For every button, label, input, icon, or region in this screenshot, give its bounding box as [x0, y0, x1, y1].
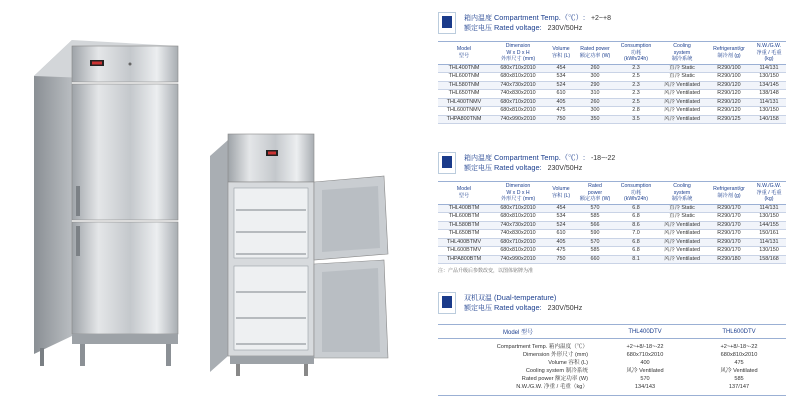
table-cell: 475: [546, 247, 576, 256]
section-title: [464, 153, 615, 173]
table-cell: THL400TNM: [438, 64, 490, 73]
table-cell: 534: [546, 73, 576, 82]
table-cell: 风冷 Ventilated: [658, 107, 706, 116]
table-cell: 740x830x2010: [490, 90, 546, 99]
header-thl600dtv: THL600DTV: [692, 325, 786, 339]
table-cell: 585: [576, 213, 614, 222]
table-row: [438, 64, 786, 73]
table-cell: 114/131: [752, 204, 786, 213]
table-cell: 405: [546, 238, 576, 247]
column-header: N.W./G.W. 净重 / 毛重 (kg): [752, 182, 786, 205]
table-cell: 300: [576, 107, 614, 116]
table-cell: 风冷 Ventilated: [658, 81, 706, 90]
table-cell: 570: [640, 376, 650, 382]
table-row: [438, 230, 786, 239]
table-cell: Rated power 额定功率 (W): [521, 376, 588, 382]
spec-section-chiller: [438, 8, 786, 124]
col-values-thl400dtv: [598, 339, 692, 396]
table-row: [438, 238, 786, 247]
table-cell: 风冷 Ventilated: [658, 230, 706, 239]
table-cell: 585: [734, 376, 744, 382]
table-cell: 570: [576, 204, 614, 213]
table-cell: 直冷 Static: [658, 64, 706, 73]
voltage-label-en: Rated voltage:: [493, 303, 542, 312]
table-cell: 680x810x2010: [720, 352, 758, 358]
section-header: [438, 288, 786, 318]
fridge-icon: [438, 152, 456, 174]
temp-value: -18~-22: [590, 155, 616, 162]
table-cell: 风冷 Ventilated: [658, 90, 706, 99]
voltage-label-cn: 额定电压: [464, 25, 492, 32]
table-cell: 585: [576, 247, 614, 256]
table-cell: 2.8: [614, 107, 658, 116]
table-cell: 3.5: [614, 115, 658, 124]
section-title: [464, 13, 611, 33]
table-cell: 114/131: [752, 238, 786, 247]
table-row: [438, 255, 786, 264]
section-header: [438, 148, 786, 178]
table-cell: R290/120: [706, 98, 752, 107]
table-cell: R290/125: [706, 115, 752, 124]
table-cell: 566: [576, 221, 614, 230]
column-header: Model 型号: [438, 182, 490, 205]
table-cell: 直冷 Static: [658, 213, 706, 222]
table-cell: R290/170: [706, 213, 752, 222]
table-cell: Cooling system 制冷系统: [525, 368, 588, 374]
table-cell: 风冷 Ventilated: [658, 115, 706, 124]
table-cell: 114/131: [752, 64, 786, 73]
table-cell: 138/148: [752, 90, 786, 99]
table-cell: 300: [576, 73, 614, 82]
table-cell: Volume 容积 (L): [548, 360, 588, 366]
table-cell: 130/150: [752, 247, 786, 256]
table-cell: Compartment Temp. 箱内温度（℃）: [496, 344, 588, 350]
table-row: [438, 204, 786, 213]
column-header: Rated power 额定功率 (W): [576, 42, 614, 65]
table-cell: THL400BTMV: [438, 238, 490, 247]
table-cell: 740x730x2010: [490, 221, 546, 230]
voltage-label-cn: 额定电压: [464, 305, 492, 312]
table-cell: R290/170: [706, 221, 752, 230]
table-row: [438, 213, 786, 222]
table-row: [438, 107, 786, 116]
table-cell: 风冷 Ventilated: [658, 238, 706, 247]
table-cell: 6.8: [614, 213, 658, 222]
voltage-label-en: Rated voltage:: [493, 23, 542, 32]
table-row: [438, 73, 786, 82]
table-cell: 直冷 Static: [658, 73, 706, 82]
table-row: [438, 221, 786, 230]
table-cell: Dimension 外形尺寸 (mm): [523, 352, 588, 358]
closed-fridge-image: [30, 36, 180, 368]
voltage-value: 230V/50Hz: [547, 305, 583, 312]
table-header-row: [438, 182, 786, 205]
table-cell: 680x810x2010: [490, 73, 546, 82]
table-cell: THL400BTM: [438, 204, 490, 213]
header-model: Model 型号: [438, 325, 598, 339]
temp-label-cn: 箱内温度: [464, 15, 492, 22]
header-thl400dtv: THL400DTV: [598, 325, 692, 339]
table-cell: 134/145: [752, 81, 786, 90]
table-cell: 405: [546, 98, 576, 107]
table-row: [438, 98, 786, 107]
table-cell: THL650BTM: [438, 230, 490, 239]
table-cell: +2~+8/-18~-22: [720, 344, 758, 350]
table-cell: 610: [546, 90, 576, 99]
table-cell: 660: [576, 255, 614, 264]
table-cell: 680x710x2010: [490, 98, 546, 107]
table-cell: 475: [734, 360, 744, 366]
table-cell: 680x810x2010: [490, 213, 546, 222]
table-cell: N.W./G.W. 净重 / 毛重（kg）: [516, 384, 588, 390]
table-cell: 680x710x2010: [490, 204, 546, 213]
column-header: Consumption 功耗 (kWh/24h): [614, 182, 658, 205]
fridge-icon: [438, 292, 456, 314]
column-header: Dimension W x D x H 外形尺寸 (mm): [490, 42, 546, 65]
voltage-label-en: Rated voltage:: [493, 163, 542, 172]
column-header: Dimension W x D x H 外形尺寸 (mm): [490, 182, 546, 205]
table-cell: THL600TNMV: [438, 107, 490, 116]
table-header-row: [438, 42, 786, 65]
table-row: [438, 247, 786, 256]
column-header: Refrigerant/gr 制冷剂 (g): [706, 182, 752, 205]
table-cell: 454: [546, 64, 576, 73]
table-cell: 750: [546, 255, 576, 264]
table-cell: 750: [546, 115, 576, 124]
col-values-thl600dtv: [692, 339, 786, 396]
table-cell: THPA800BTM: [438, 255, 490, 264]
table-cell: 6.8: [614, 247, 658, 256]
table-cell: R290/100: [706, 73, 752, 82]
column-header: Cooling system 制冷系统: [658, 182, 706, 205]
table-cell: R290/100: [706, 64, 752, 73]
column-header: Volume 容积 (L): [546, 182, 576, 205]
table-cell: 740x830x2010: [490, 230, 546, 239]
table-cell: 140/158: [752, 115, 786, 124]
table-cell: 风冷 Ventilated: [658, 98, 706, 107]
table-cell: 130/150: [752, 107, 786, 116]
column-header: Volume 容积 (L): [546, 42, 576, 65]
fridge-icon: [438, 12, 456, 34]
table-cell: R290/170: [706, 204, 752, 213]
table-cell: 2.3: [614, 90, 658, 99]
temp-value: +2~+8: [590, 15, 612, 22]
table-cell: 7.0: [614, 230, 658, 239]
table-cell: 134/143: [634, 384, 656, 390]
table-cell: 137/147: [728, 384, 750, 390]
table-cell: 150/161: [752, 230, 786, 239]
table-cell: 2.3: [614, 81, 658, 90]
table-cell: 114/131: [752, 98, 786, 107]
table-cell: THL580TNM: [438, 81, 490, 90]
table-cell: 590: [576, 230, 614, 239]
dual-temp-table: [438, 324, 786, 396]
table-cell: 680x810x2010: [490, 107, 546, 116]
column-header: Consumption 功耗 (kWh/24h): [614, 42, 658, 65]
row-labels: [438, 339, 598, 396]
table-cell: +2~+8/-18~-22: [626, 344, 664, 350]
table-cell: R290/120: [706, 90, 752, 99]
table-cell: 130/150: [752, 73, 786, 82]
temp-label-cn: 箱内温度: [464, 155, 492, 162]
table-row: [438, 339, 786, 396]
table-cell: 2.5: [614, 73, 658, 82]
table-cell: THPA800TNM: [438, 115, 490, 124]
table-cell: 直冷 Static: [658, 204, 706, 213]
table-cell: 400: [640, 360, 650, 366]
section-title: [464, 293, 582, 313]
temp-label-en: Compartment Temp.（℃）:: [493, 153, 585, 162]
table-cell: 6.8: [614, 238, 658, 247]
temp-label-en: Compartment Temp.（℃）:: [493, 13, 585, 22]
spec-table: [438, 41, 786, 124]
table-cell: 260: [576, 98, 614, 107]
table-cell: THL600BTMV: [438, 247, 490, 256]
table-cell: 610: [546, 230, 576, 239]
table-cell: 144/155: [752, 221, 786, 230]
table-cell: R290/170: [706, 247, 752, 256]
table-cell: 740x990x2010: [490, 255, 546, 264]
table-cell: 130/150: [752, 213, 786, 222]
table-cell: 风冷 Ventilated: [658, 247, 706, 256]
table-cell: 风冷 Ventilated: [720, 368, 758, 374]
table-cell: 2.3: [614, 64, 658, 73]
section-header: [438, 8, 786, 38]
table-cell: 740x990x2010: [490, 115, 546, 124]
table-cell: 310: [576, 90, 614, 99]
table-cell: 2.5: [614, 98, 658, 107]
table-cell: 680x710x2010: [490, 64, 546, 73]
spec-section-freezer: [438, 148, 786, 274]
column-header: Model 型号: [438, 42, 490, 65]
table-cell: THL600BTM: [438, 213, 490, 222]
footnote: 注：产品升级后参数改变，以图体铭牌为准: [438, 268, 534, 275]
table-cell: THL580BTM: [438, 221, 490, 230]
table-cell: R290/180: [706, 255, 752, 264]
table-cell: 290: [576, 81, 614, 90]
table-cell: THL600TNM: [438, 73, 490, 82]
table-cell: R290/120: [706, 107, 752, 116]
table-cell: 534: [546, 213, 576, 222]
table-cell: 680x810x2010: [490, 247, 546, 256]
table-cell: 6.8: [614, 204, 658, 213]
column-header: Cooling system 制冷系统: [658, 42, 706, 65]
table-cell: 680x710x2010: [626, 352, 664, 358]
table-cell: 350: [576, 115, 614, 124]
spec-section-dual: [438, 288, 786, 396]
table-cell: 524: [546, 221, 576, 230]
table-row: [438, 90, 786, 99]
column-header: Rated power 额定功率 (W): [576, 182, 614, 205]
table-header-row: [438, 325, 786, 339]
table-row: [438, 81, 786, 90]
table-cell: THL400TNMV: [438, 98, 490, 107]
table-cell: R290/170: [706, 238, 752, 247]
table-cell: 风冷 Ventilated: [658, 255, 706, 264]
table-cell: 475: [546, 107, 576, 116]
table-cell: 8.1: [614, 255, 658, 264]
open-fridge-image: [208, 126, 398, 376]
table-cell: R290/170: [706, 230, 752, 239]
table-cell: THL650TNM: [438, 90, 490, 99]
table-cell: 158/168: [752, 255, 786, 264]
title-en: (Dual-temperature): [493, 293, 557, 302]
column-header: N.W./G.W. 净重 / 毛重 (kg): [752, 42, 786, 65]
spec-table: [438, 181, 786, 264]
table-cell: 524: [546, 81, 576, 90]
title-cn: 双机双温: [464, 295, 492, 302]
table-cell: 740x730x2010: [490, 81, 546, 90]
voltage-value: 230V/50Hz: [547, 25, 583, 32]
table-cell: 260: [576, 64, 614, 73]
table-cell: 风冷 Ventilated: [626, 368, 664, 374]
table-cell: 8.6: [614, 221, 658, 230]
table-cell: 570: [576, 238, 614, 247]
table-row: [438, 115, 786, 124]
table-cell: R290/120: [706, 81, 752, 90]
voltage-label-cn: 额定电压: [464, 165, 492, 172]
voltage-value: 230V/50Hz: [547, 165, 583, 172]
table-cell: 风冷 Ventilated: [658, 221, 706, 230]
table-cell: 454: [546, 204, 576, 213]
table-cell: 680x710x2010: [490, 238, 546, 247]
column-header: Refrigerant/gr 制冷剂 (g): [706, 42, 752, 65]
